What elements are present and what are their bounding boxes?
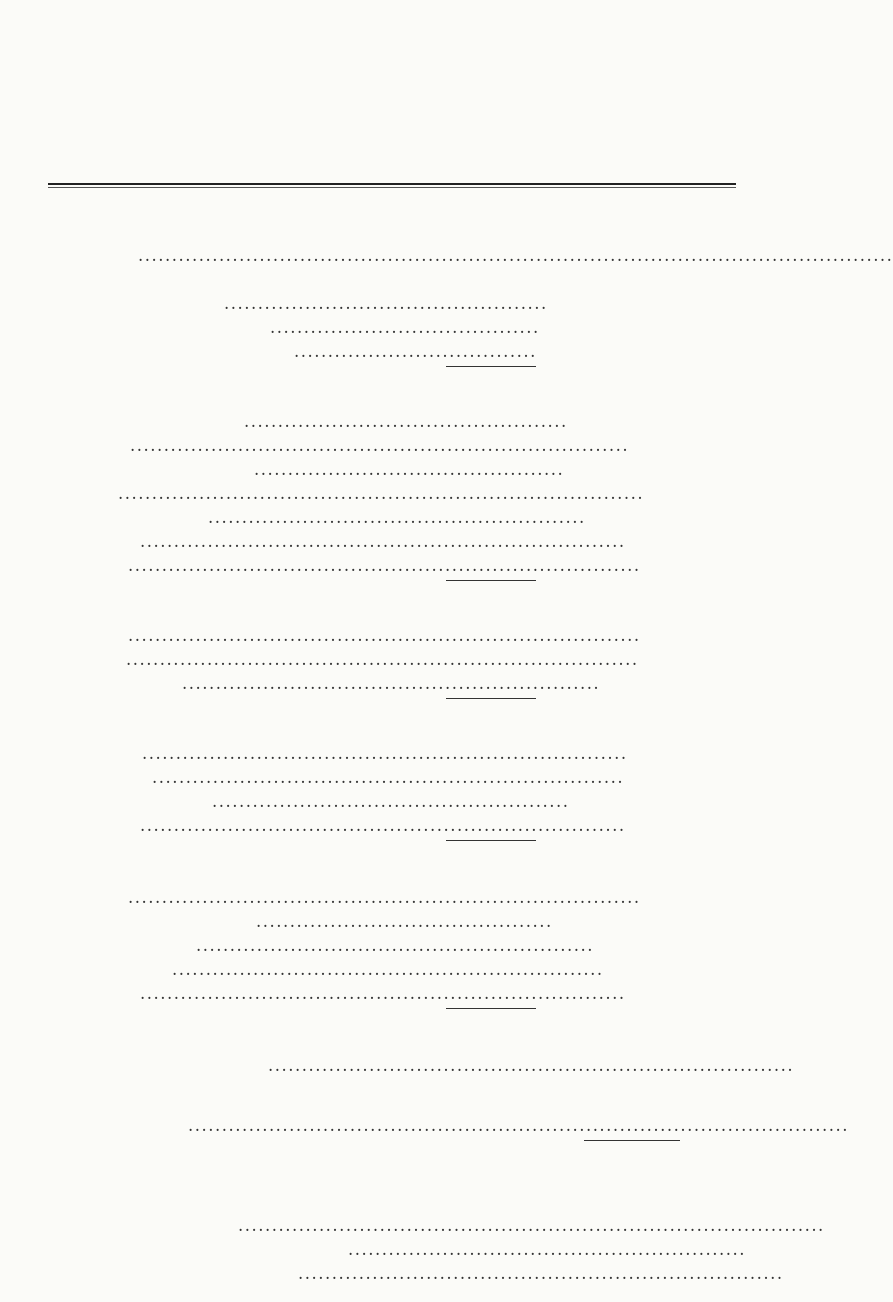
table-row (48, 648, 748, 672)
leader-dots: ............................................................................ (126, 650, 639, 669)
table-row (48, 316, 748, 340)
leader-dots: ........................................................................ (142, 744, 628, 763)
leader-dots: ........................................................................ (298, 1264, 784, 1283)
leader-dots: ................................................................ (172, 960, 604, 979)
leader-dots: ............................................................................ (128, 888, 641, 907)
table-row (48, 1214, 825, 1238)
table-row (48, 886, 748, 910)
top-rule-thin (48, 187, 736, 188)
leader-dots: ............................................................................ (128, 556, 641, 575)
table-row (48, 624, 748, 648)
table-row (48, 934, 748, 958)
ordinary-total-row (48, 1148, 748, 1172)
misc-heading-row (48, 718, 748, 742)
salaries-total-row (48, 692, 748, 716)
table-row (48, 458, 748, 482)
table-row (48, 410, 748, 434)
leader-dots: ................................................................................................................ (138, 246, 893, 265)
leader-dots: .............................................................................. (118, 484, 645, 503)
provisions-row (48, 244, 893, 268)
table-row (48, 292, 748, 316)
leader-dots: .............................................................. (182, 674, 601, 693)
establishment-row (48, 1054, 795, 1078)
leader-dots: ........................................................................ (140, 532, 626, 551)
table-row (48, 766, 748, 790)
ordinary-total-rule (584, 1140, 680, 1141)
leader-dots: ...................................................................... (152, 768, 625, 787)
leader-dots: ........................................................................ (140, 816, 626, 835)
table-row (48, 1238, 748, 1262)
leader-dots: ....................................................................................... (238, 1216, 825, 1235)
leader-dots: ............................................................................ (128, 626, 641, 645)
surgery-total-row (48, 358, 748, 382)
leader-dots: .................................... (294, 342, 537, 361)
leader-dots: ........................................................ (208, 508, 586, 527)
table-row (48, 814, 748, 838)
leader-dots: .............................................................................. (268, 1056, 795, 1075)
domestic-total-row (48, 574, 748, 598)
leader-dots: ........................................ (270, 318, 540, 337)
table-row (48, 790, 748, 814)
leader-dots: .......................................................................... (130, 436, 630, 455)
leader-dots: ................................................ (244, 412, 568, 431)
extraordinary-heading-row (48, 1186, 748, 1210)
table-row (48, 958, 748, 982)
establishment-heading-row (48, 1030, 748, 1054)
finance-row (48, 1114, 849, 1138)
admin-heading-row (48, 862, 748, 886)
admin-total-row (48, 1006, 748, 1030)
leader-dots: .................................................................................................. (188, 1116, 849, 1135)
leader-dots: ........................................................... (348, 1240, 746, 1259)
domestic-heading-row (48, 386, 748, 410)
table-row (48, 910, 748, 934)
leader-dots: .............................................. (254, 460, 565, 479)
leader-dots: ............................................ (256, 912, 553, 931)
table-row (48, 1262, 784, 1286)
table-row (48, 530, 748, 554)
table-row (48, 742, 748, 766)
leader-dots: ................................................ (224, 294, 548, 313)
leader-dots: ........................................................... (196, 936, 594, 955)
finance-heading-row (48, 1090, 748, 1114)
table-row (48, 982, 748, 1006)
table-row (48, 506, 748, 530)
ordinary-heading-row (48, 220, 748, 244)
leader-dots: ........................................................................ (140, 984, 626, 1003)
table-row (48, 434, 748, 458)
table-row (48, 482, 748, 506)
salaries-heading-row (48, 600, 748, 624)
top-rule (48, 183, 736, 185)
leader-dots: ..................................................... (212, 792, 570, 811)
misc-total-row (48, 838, 748, 862)
surgery-heading-row (48, 268, 748, 292)
